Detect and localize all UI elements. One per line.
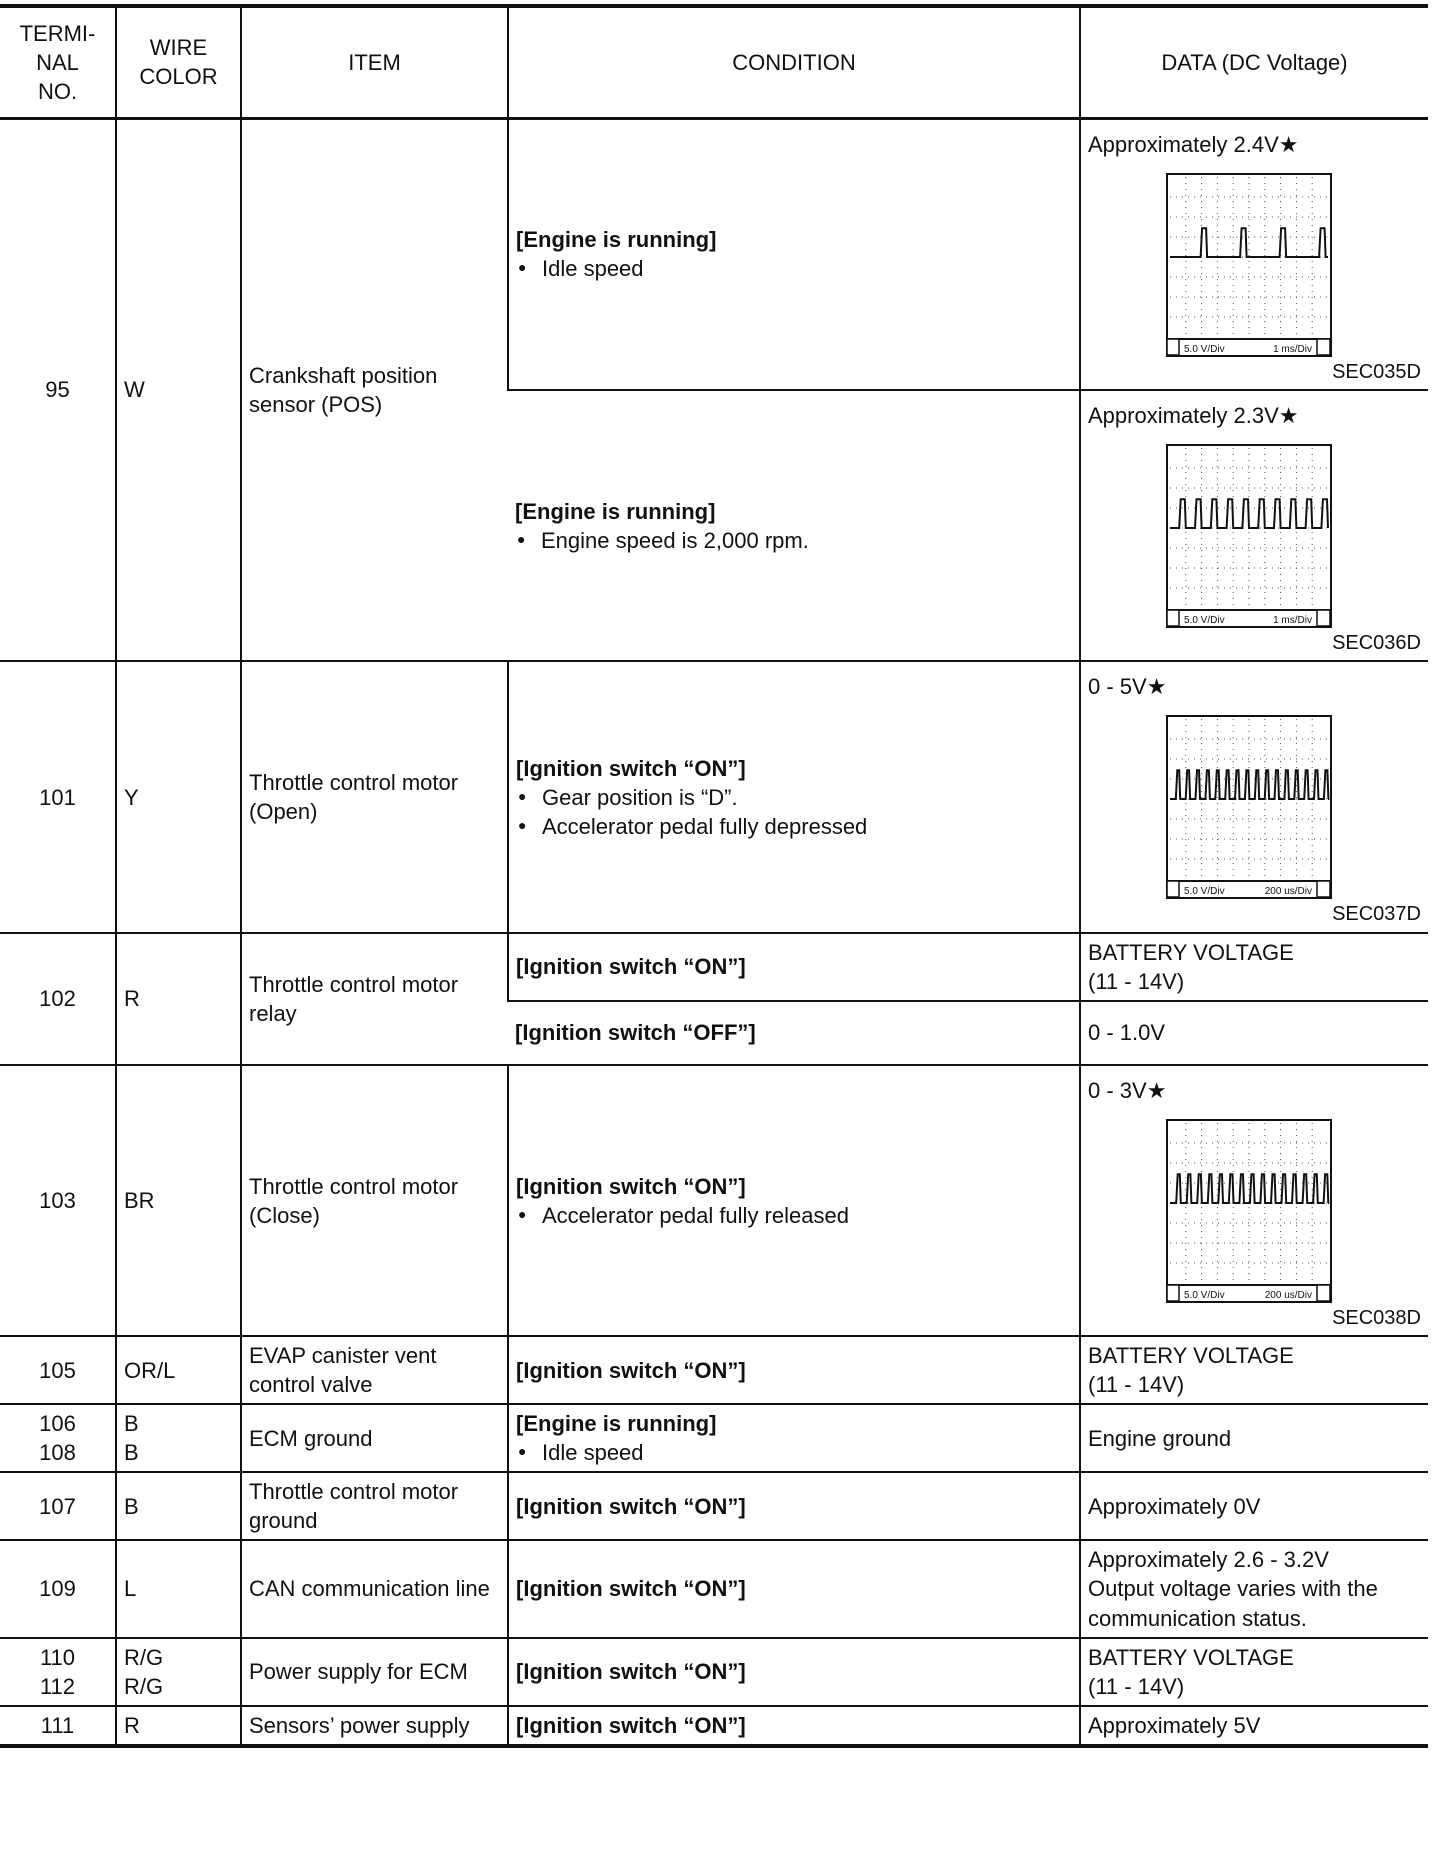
table-row	[0, 1065, 1428, 1336]
item-name: EVAP canister vent control valve	[241, 1336, 508, 1404]
header-terminal: TERMI- NAL NO.	[0, 6, 116, 118]
figure-reference: SEC037D	[1332, 903, 1421, 926]
table-row	[0, 1404, 1428, 1472]
item-name: Throttle control motor (Open)	[241, 661, 508, 932]
table-row	[0, 1638, 1428, 1706]
condition-cell	[508, 1540, 1080, 1637]
condition-cell	[508, 1706, 1080, 1746]
condition-heading: [Ignition switch “OFF”]	[515, 1020, 756, 1046]
volts-per-div-label: 5.0 V/Div	[1184, 1289, 1225, 1301]
wire-color: R	[116, 1706, 241, 1746]
condition-bullet: ● Idle speed	[516, 254, 1072, 283]
oscilloscope-waveform	[1166, 1119, 1332, 1303]
condition-cell	[508, 1065, 1080, 1336]
wire-color: L	[116, 1540, 241, 1637]
header-condition: CONDITION	[508, 6, 1080, 118]
oscilloscope-waveform	[1166, 173, 1332, 357]
voltage-data: 0 - 1.0V	[1080, 1001, 1428, 1065]
voltage-data: BATTERY VOLTAGE (11 - 14V)	[1080, 1336, 1428, 1404]
figure-reference: SEC035D	[1332, 360, 1421, 383]
volts-per-div-label: 5.0 V/Div	[1184, 614, 1225, 626]
voltage-data: 0 - 5V★ 5.0 V/Div 200 us/Div SEC037D	[1080, 661, 1428, 932]
volts-per-div-label: 5.0 V/Div	[1184, 343, 1225, 355]
oscilloscope-waveform	[1166, 444, 1332, 628]
item-name: Throttle control motor ground	[241, 1472, 508, 1540]
terminal-number: 110 112	[0, 1638, 116, 1706]
terminal-number: 106 108	[0, 1404, 116, 1472]
terminal-number: 103	[0, 1065, 116, 1336]
condition-cell	[508, 1404, 1080, 1472]
item-name: Power supply for ECM	[241, 1638, 508, 1706]
item-name: Sensors’ power supply	[241, 1706, 508, 1746]
voltage-data: Approximately 5V	[1080, 1706, 1428, 1746]
table-row	[0, 118, 1428, 390]
terminal-table-container	[0, 4, 1428, 1748]
volts-per-div-label: 5.0 V/Div	[1184, 886, 1225, 898]
terminal-number: 111	[0, 1706, 116, 1746]
table-row	[0, 1472, 1428, 1540]
condition-heading: [Ignition switch “ON”]	[516, 1712, 746, 1738]
time-per-div-label: 1 ms/Div	[1273, 343, 1312, 355]
oscilloscope-waveform	[1166, 715, 1332, 899]
condition-cell	[508, 390, 1080, 661]
time-per-div-label: 1 ms/Div	[1273, 614, 1312, 626]
wire-color: BR	[116, 1065, 241, 1336]
condition-bullet: ● Engine speed is 2,000 rpm.	[515, 526, 1072, 555]
wire-color: OR/L	[116, 1336, 241, 1404]
voltage-data: Engine ground	[1080, 1404, 1428, 1472]
voltage-data: Approximately 0V	[1080, 1472, 1428, 1540]
voltage-data: 0 - 3V★ 5.0 V/Div 200 us/Div SEC038D	[1080, 1065, 1428, 1336]
header-data: DATA (DC Voltage)	[1080, 6, 1428, 118]
condition-cell	[508, 118, 1080, 390]
condition-heading: [Ignition switch “ON”]	[516, 755, 746, 781]
terminal-number: 105	[0, 1336, 116, 1404]
item-name: Throttle control motor (Close)	[241, 1065, 508, 1336]
wire-color: R	[116, 933, 241, 1065]
header-row	[0, 6, 1428, 118]
voltage-data: BATTERY VOLTAGE (11 - 14V)	[1080, 1638, 1428, 1706]
condition-cell	[508, 1001, 1080, 1065]
table-row	[0, 1706, 1428, 1746]
item-name: Crankshaft position sensor (POS)	[241, 118, 508, 661]
condition-heading: [Ignition switch “ON”]	[516, 1173, 746, 1199]
table-row	[0, 933, 1428, 1001]
condition-bullet: ● Accelerator pedal fully released	[516, 1201, 1072, 1230]
condition-bullet: ● Idle speed	[516, 1438, 1072, 1467]
item-name: Throttle control motor relay	[241, 933, 508, 1065]
condition-heading: [Ignition switch “ON”]	[516, 1659, 746, 1685]
time-per-div-label: 200 us/Div	[1264, 886, 1312, 898]
terminal-number: 107	[0, 1472, 116, 1540]
voltage-data: Approximately 2.6 - 3.2V Output voltage varies with the communication status.	[1080, 1540, 1428, 1637]
condition-cell	[508, 933, 1080, 1001]
terminal-number: 102	[0, 933, 116, 1065]
header-item: ITEM	[241, 6, 508, 118]
condition-heading: [Ignition switch “ON”]	[516, 954, 746, 980]
voltage-data: Approximately 2.4V★ 5.0 V/Div 1 ms/Div SEC035D	[1080, 118, 1428, 390]
wire-color: B	[116, 1472, 241, 1540]
condition-heading: [Ignition switch “ON”]	[516, 1493, 746, 1519]
table-row	[0, 661, 1428, 932]
condition-heading: [Engine is running]	[516, 227, 717, 253]
item-name: ECM ground	[241, 1404, 508, 1472]
condition-bullet: ● Gear position is “D”.	[516, 783, 1072, 812]
item-name: CAN communication line	[241, 1540, 508, 1637]
voltage-data: Approximately 2.3V★ 5.0 V/Div 1 ms/Div SEC036D	[1080, 390, 1428, 661]
wire-color: R/G R/G	[116, 1638, 241, 1706]
wire-color: Y	[116, 661, 241, 932]
condition-heading: [Ignition switch “ON”]	[516, 1576, 746, 1602]
table-body	[0, 118, 1428, 1746]
header-wire-color: WIRE COLOR	[116, 6, 241, 118]
condition-heading: [Ignition switch “ON”]	[516, 1357, 746, 1383]
condition-cell	[508, 1472, 1080, 1540]
condition-cell	[508, 1638, 1080, 1706]
condition-cell	[508, 1336, 1080, 1404]
figure-reference: SEC038D	[1332, 1306, 1421, 1329]
terminal-number: 109	[0, 1540, 116, 1637]
terminal-number: 101	[0, 661, 116, 932]
terminal-table	[0, 4, 1428, 1748]
voltage-data: BATTERY VOLTAGE (11 - 14V)	[1080, 933, 1428, 1001]
table-row	[0, 1336, 1428, 1404]
wire-color: B B	[116, 1404, 241, 1472]
condition-cell	[508, 661, 1080, 932]
terminal-number: 95	[0, 118, 116, 661]
condition-heading: [Engine is running]	[516, 1411, 717, 1437]
table-row	[0, 1540, 1428, 1637]
condition-heading: [Engine is running]	[515, 498, 716, 524]
condition-bullet: ● Accelerator pedal fully depressed	[516, 812, 1072, 841]
figure-reference: SEC036D	[1332, 631, 1421, 654]
time-per-div-label: 200 us/Div	[1264, 1289, 1312, 1301]
wire-color: W	[116, 118, 241, 661]
